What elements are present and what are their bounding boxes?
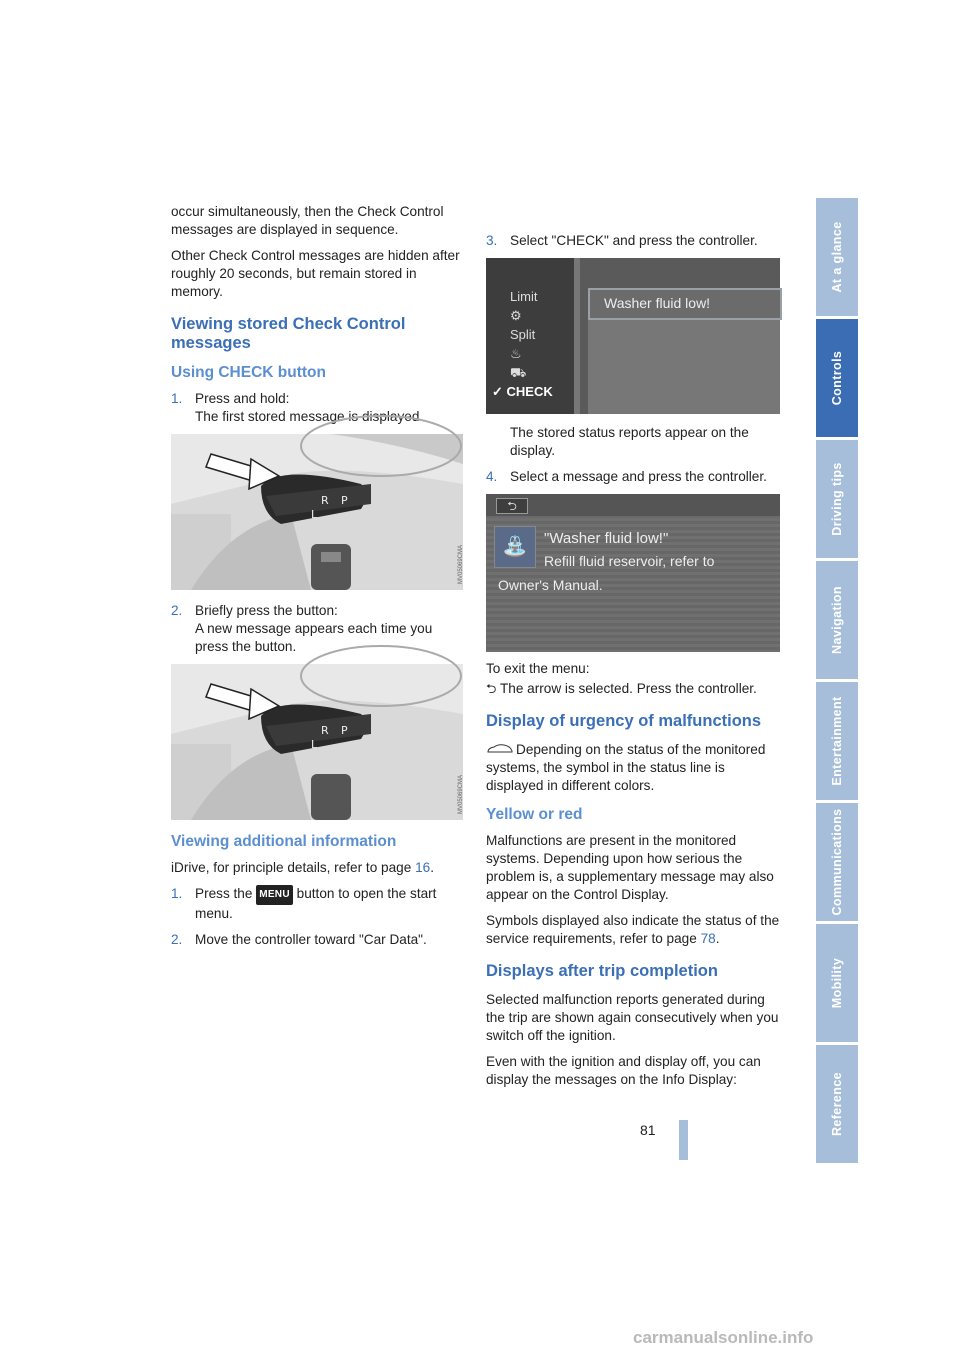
figure-code: MV05069CMA	[458, 544, 464, 584]
back-arrow-icon: ⮌	[496, 498, 528, 514]
step-text: Select "CHECK" and press the controller.	[510, 233, 758, 248]
svg-text:L: L	[311, 738, 318, 751]
car-icon: ⛟	[510, 365, 527, 380]
washer-fluid-icon: ⛲	[494, 526, 536, 568]
svg-text:P: P	[341, 494, 348, 507]
additional-step-1	[171, 885, 467, 923]
trip-paragraph-2: Even with the ignition and display off, you can display the messages on the Info Display:	[486, 1054, 761, 1087]
tab-entertainment[interactable]: Entertainment	[816, 682, 858, 800]
stalk-figure-1	[171, 434, 463, 590]
tab-driving-tips[interactable]: Driving tips	[816, 440, 858, 558]
message-line-2: Refill fluid reservoir, refer to	[544, 553, 715, 569]
right-column	[486, 232, 782, 1097]
idrive-text: iDrive, for principle details, refer to page	[171, 860, 412, 875]
idrive-paragraph: iDrive, for principle details, refer to page 16.	[171, 860, 434, 875]
car-outline-icon	[486, 741, 516, 759]
arrow-paragraph	[486, 680, 782, 698]
step-3	[486, 232, 782, 250]
screen-message: Washer fluid low!	[604, 295, 711, 311]
step-subtext: A new message appears each time you press the button.	[195, 621, 433, 654]
symbols-text: Symbols displayed also indicate the status of the service requirements, refer to page	[486, 913, 780, 946]
menu-button-icon: MENU	[256, 885, 293, 905]
step-number: 4.	[486, 469, 498, 484]
urgency-paragraph	[486, 741, 782, 795]
urgency-text: Depending on the status of the monitored systems, the symbol in the status line is displayed in different colors.	[486, 742, 766, 793]
menu-item-check: ✓ CHECK	[492, 384, 553, 399]
yellow-paragraph: Malfunctions are present in the monitored systems. Depending upon how serious the problem is, a supplementary message may also appear on the Control Display.	[486, 833, 774, 902]
step-2	[171, 602, 467, 656]
step-text: Move the controller toward "Car Data".	[195, 932, 427, 947]
control-display-check-menu	[486, 258, 780, 414]
back-arrow-icon: ⮌	[486, 681, 497, 696]
control-display-message-detail	[486, 494, 780, 652]
step-text-post: button to open the start menu.	[195, 886, 437, 921]
tab-controls[interactable]: Controls	[816, 319, 858, 437]
steering-stalk-illustration	[171, 664, 463, 820]
stalk-figure-2	[171, 664, 463, 820]
svg-text:R: R	[321, 724, 329, 737]
footer-watermark: carmanualsonline.info	[633, 1328, 814, 1347]
additional-step-2	[171, 931, 467, 949]
message-title: "Washer fluid low!"	[544, 530, 669, 547]
message-line-3: Owner's Manual.	[498, 577, 603, 593]
tab-reference[interactable]: Reference	[816, 1045, 858, 1163]
step-text: Select a message and press the controller.	[510, 469, 767, 484]
figure-code: MV05069CMA	[458, 774, 464, 814]
step-number: 1.	[171, 391, 183, 406]
step-number: 3.	[486, 233, 498, 248]
page-number: 81	[640, 1122, 656, 1138]
symbols-paragraph: Symbols displayed also indicate the status of the service requirements, refer to page 78.	[486, 913, 780, 946]
page-number-bar	[679, 1120, 688, 1160]
tab-navigation[interactable]: Navigation	[816, 561, 858, 679]
step-4	[486, 468, 782, 486]
menu-item-limit: Limit	[510, 289, 538, 304]
subheading-check-button: Using CHECK button	[171, 364, 326, 381]
subheading-additional-info: Viewing additional information	[171, 833, 397, 850]
steering-stalk-illustration	[171, 434, 463, 590]
step-text: Press and hold:	[195, 391, 290, 406]
left-column	[171, 203, 467, 957]
heading-trip-completion: Displays after trip completion	[486, 962, 718, 980]
step-number: 2.	[171, 932, 183, 947]
svg-text:R: R	[321, 494, 329, 507]
arrow-text: The arrow is selected. Press the controller.	[499, 681, 757, 696]
heading-urgency: Display of urgency of malfunctions	[486, 712, 762, 730]
heading-viewing-stored: Viewing stored Check Control messages	[171, 315, 406, 352]
svg-text:L: L	[311, 508, 318, 521]
step-number: 1.	[171, 886, 183, 901]
tab-communications[interactable]: Communications	[816, 803, 858, 921]
exit-text: To exit the menu:	[486, 661, 590, 676]
page-link-16[interactable]: 16	[415, 860, 431, 875]
step-number: 2.	[171, 603, 183, 618]
step-text-pre: Press the	[195, 886, 253, 901]
settings-icon: ⚙	[510, 308, 522, 323]
stored-text: The stored status reports appear on the display.	[510, 425, 749, 458]
screen-menu-list	[486, 288, 574, 402]
menu-item-split: Split	[510, 327, 536, 342]
page-link-78[interactable]: 78	[700, 931, 716, 946]
intro-paragraph-2: Other Check Control messages are hidden after roughly 20 seconds, but remain stored in memory.	[171, 248, 460, 299]
step-text: Briefly press the button:	[195, 603, 338, 618]
trip-paragraph-1: Selected malfunction reports generated during the trip are shown again consecutively when you switch off the ignition.	[486, 992, 779, 1043]
chapter-tabs	[816, 198, 858, 1166]
step-subtext: The first stored message is displayed.	[195, 409, 424, 424]
svg-text:P: P	[341, 724, 348, 737]
tab-mobility[interactable]: Mobility	[816, 924, 858, 1042]
intro-paragraph: occur simultaneously, then the Check Control messages are displayed in sequence.	[171, 204, 444, 237]
subheading-yellow-red: Yellow or red	[486, 806, 583, 823]
oil-can-icon: ♨	[510, 346, 522, 361]
tab-at-a-glance[interactable]: At a glance	[816, 198, 858, 316]
